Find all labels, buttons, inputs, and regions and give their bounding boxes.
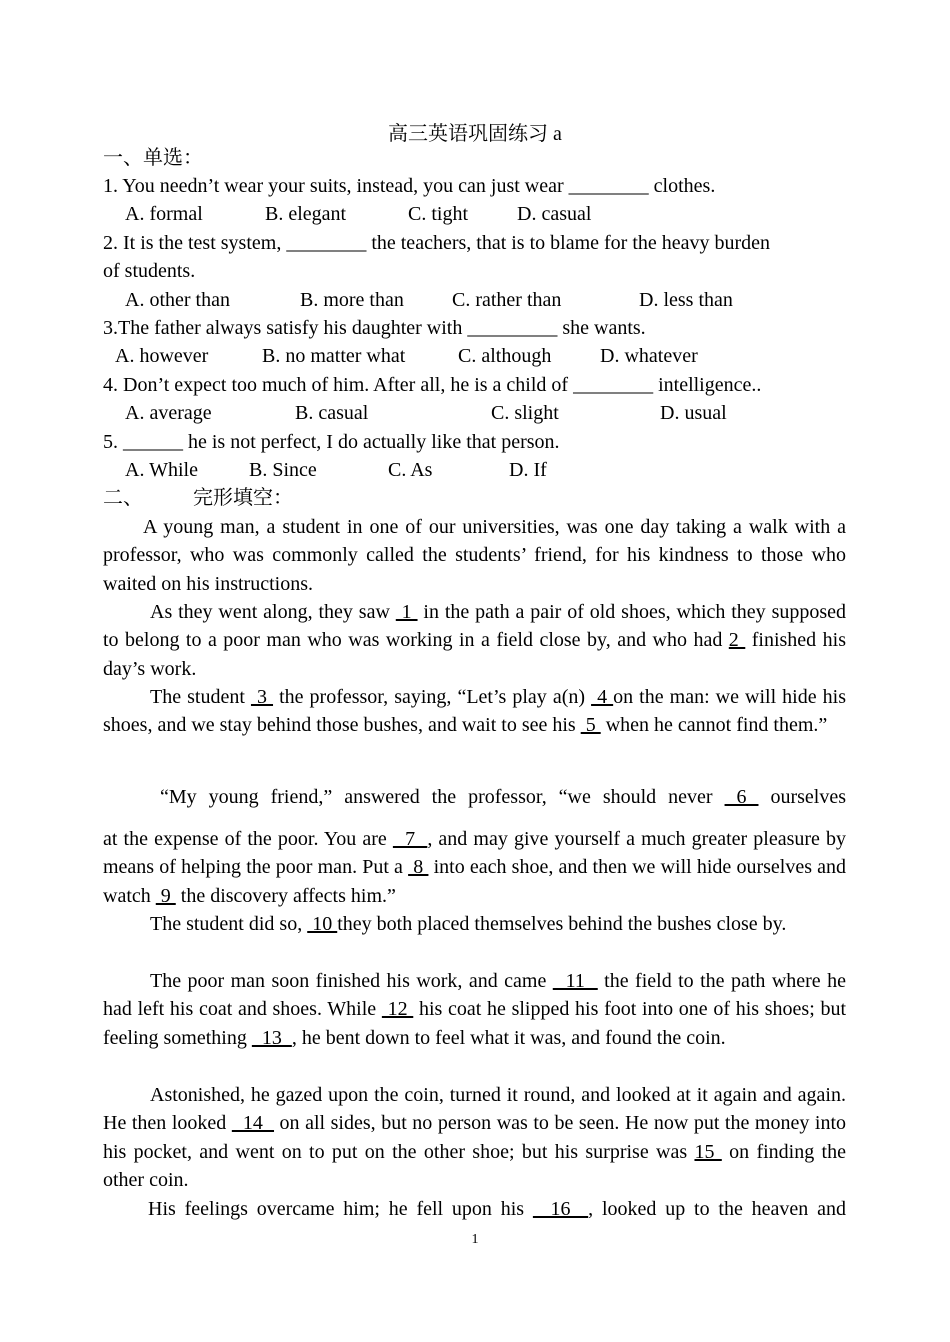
option-c: C. slight — [491, 402, 559, 424]
question-4: 4. Don’t expect too much of him. After all, he is a child of ________ intelligence.. — [103, 374, 762, 396]
cloze-paragraph-2: As they went along, they saw 1 in the path a pair of old shoes, which they supposed to belong to a poor man who was working in a field close by, and who had 2 finished his day’s work. — [103, 601, 847, 680]
option-c: C. rather than — [452, 289, 562, 311]
option-d: D. whatever — [600, 345, 698, 367]
option-a: A. formal — [125, 203, 203, 225]
blank-12: 12 — [381, 998, 414, 1021]
section2-heading — [103, 484, 293, 512]
page-number: 1 — [471, 1232, 479, 1247]
option-b: B. elegant — [265, 203, 347, 225]
option-c: C. tight — [408, 203, 469, 225]
option-a: A. however — [115, 345, 209, 367]
option-a: A. average — [125, 402, 212, 424]
section1-heading: 一、单选： — [103, 147, 203, 169]
section2-heading-text: 完形填空： — [193, 487, 293, 509]
option-d: D. less than — [639, 289, 733, 311]
blank-1: 1 — [395, 601, 418, 623]
blank-8: 8 — [408, 856, 429, 879]
question-5: 5. ______ he is not perfect, I do actually like that person. — [103, 431, 560, 453]
option-d: D. casual — [517, 203, 592, 225]
cloze-paragraph-4: “My young friend,” answered the professor, “we should never 6 ourselves — [160, 786, 846, 808]
blank-15: 15 — [694, 1140, 722, 1163]
option-b: B. no matter what — [262, 345, 406, 367]
question-2: 2. It is the test system, ________ the teachers, that is to blame for the heavy burden — [103, 232, 771, 254]
section2-heading-num: 二、 — [103, 487, 143, 509]
question-1: 1. You needn’t wear your suits, instead, you can just wear ________ clothes. — [103, 175, 716, 197]
option-d: D. usual — [660, 402, 727, 424]
blank-7: 7 — [392, 828, 428, 850]
blank-3: 3 — [250, 686, 274, 708]
option-c: C. As — [388, 459, 433, 481]
option-a: A. other than — [125, 289, 230, 311]
cloze-paragraph-5: at the expense of the poor. You are 7 , and may give yourself a much greater pleasure by means of helping the poor man. Put a 8 into each shoe, and then we will hide ourselves and watch 9 the discovery affects him.” — [103, 828, 847, 907]
blank-14: 14 — [231, 1112, 275, 1135]
blank-2: 2 — [728, 629, 746, 652]
blank-10: 10 — [307, 913, 338, 935]
cloze-paragraph-8: Astonished, he gazed upon the coin, turned it round, and looked at it again and again. He then looked 14 on all sides, but no person was to be seen. He now put the money into his pocket, and went on to put on the other shoe; but his surprise was 15 on finding the other coin. — [103, 1084, 846, 1192]
option-b: B. casual — [295, 402, 369, 424]
cloze-paragraph-6: The student did so, 10 they both placed themselves behind the bushes close by. — [150, 913, 787, 935]
blank-16: 16 — [532, 1198, 589, 1220]
question-3: 3.The father always satisfy his daughter with _________ she wants. — [103, 317, 646, 339]
blank-6: 6 — [724, 786, 759, 808]
option-b: B. Since — [249, 459, 317, 481]
cloze-paragraph-1: A young man, a student in one of our universities, was one day taking a walk with a professor, who was commonly called the students’ friend, for his kindness to those who waited on his instructions. — [103, 516, 846, 595]
option-a: A. While — [125, 459, 198, 481]
blank-13: 13 — [251, 1026, 292, 1049]
blank-5: 5 — [580, 714, 601, 737]
option-b: B. more than — [300, 289, 404, 311]
cloze-paragraph-7: The poor man soon finished his work, and came 11 the field to the path where he had left his coat and shoes. While 12 his coat he slipped his foot into one of his shoes; but feeling something 13 , he bent down to feel what it was, and found the coin. — [103, 970, 847, 1049]
blank-4: 4 — [591, 686, 614, 708]
question-2-cont: of students. — [103, 260, 196, 282]
page-title: 高三英语巩固练习 a — [388, 123, 562, 145]
cloze-paragraph-3: The student 3 the professor, saying, “Let’s play a(n) 4 on the man: we will hide his shoes, and we stay behind those bushes, and wait to see his 5 when he cannot find them.” — [103, 686, 846, 737]
option-c: C. although — [458, 345, 552, 367]
cloze-paragraph-9: His feelings overcame him; he fell upon his 16 , looked up to the heaven and — [148, 1198, 847, 1220]
blank-11: 11 — [552, 970, 598, 992]
option-d: D. If — [509, 459, 547, 481]
blank-9: 9 — [155, 884, 176, 907]
